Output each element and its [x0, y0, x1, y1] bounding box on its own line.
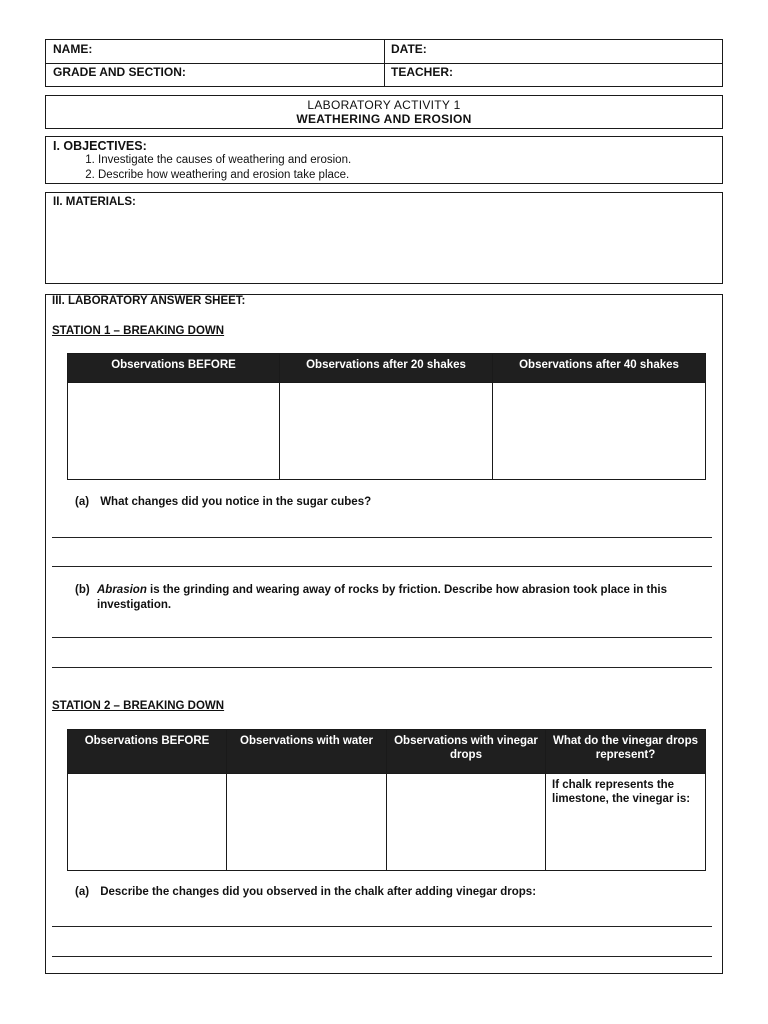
answer-line[interactable] [52, 956, 712, 957]
station2-answer-vinegar[interactable] [387, 774, 546, 871]
question-label: (a) [75, 496, 90, 508]
station2-answer-before[interactable] [68, 774, 227, 871]
station2-title: STATION 2 – BREAKING DOWN [52, 700, 225, 712]
station2-col-vinegar: Observations with vinegar drops [387, 730, 546, 774]
answer-sheet-heading: III. LABORATORY ANSWER SHEET: [52, 295, 246, 307]
station1-answer-40-shakes[interactable] [493, 383, 706, 480]
station2-answer-represent[interactable] [546, 774, 706, 871]
teacher-label: TEACHER: [391, 65, 453, 79]
answer-line[interactable] [52, 926, 712, 927]
station1-col-20-shakes: Observations after 20 shakes [280, 354, 493, 383]
station2-answer-water[interactable] [227, 774, 387, 871]
answer-line[interactable] [52, 537, 712, 538]
station1-col-40-shakes: Observations after 40 shakes [493, 354, 706, 383]
station1-question-a [75, 495, 705, 510]
materials-section [45, 192, 723, 284]
materials-heading: II. MATERIALS: [53, 196, 136, 208]
question-text: is the grinding and wearing away of rocks by friction. Describe how abrasion took place in this investigation. [97, 584, 668, 611]
question-text: Describe the changes did you observed in the chalk after adding vinegar drops: [100, 886, 537, 898]
station1-col-before: Observations BEFORE [68, 354, 280, 383]
station2-col-water: Observations with water [227, 730, 387, 774]
station1-title: STATION 1 – BREAKING DOWN [52, 325, 225, 337]
objectives-heading: I. OBJECTIVES: [53, 139, 147, 153]
station2-table [67, 729, 706, 871]
objective-item: 2. Describe how weathering and erosion take place. [98, 168, 715, 183]
activity-title: WEATHERING AND EROSION [296, 112, 472, 126]
station2-col-before: Observations BEFORE [68, 730, 227, 774]
answer-line[interactable] [52, 667, 712, 668]
answer-line[interactable] [52, 566, 712, 567]
name-label: NAME: [53, 42, 93, 56]
activity-number: LABORATORY ACTIVITY 1 [307, 98, 461, 112]
station1-answer-before[interactable] [68, 383, 280, 480]
activity-title-box [45, 95, 723, 129]
objectives-list [53, 153, 715, 183]
chalk-prompt-text: If chalk represents the limestone, the vinegar is: [552, 779, 691, 805]
station1-answer-20-shakes[interactable] [280, 383, 493, 480]
objective-item: 1. Investigate the causes of weathering and erosion. [98, 153, 715, 168]
abrasion-term: Abrasion [97, 584, 147, 596]
station1-question-b [75, 583, 705, 613]
station1-table [67, 353, 706, 480]
date-label: DATE: [391, 42, 427, 56]
objectives-section [45, 136, 723, 184]
question-label: (a) [75, 886, 90, 898]
station2-col-represent: What do the vinegar drops represent? [546, 730, 706, 774]
student-info-box [45, 39, 723, 87]
question-text: What changes did you notice in the sugar cubes? [100, 496, 372, 508]
question-label: (b) [75, 584, 90, 596]
answer-line[interactable] [52, 637, 712, 638]
station2-question-a [75, 885, 705, 900]
grade-section-label: GRADE AND SECTION: [53, 65, 186, 79]
